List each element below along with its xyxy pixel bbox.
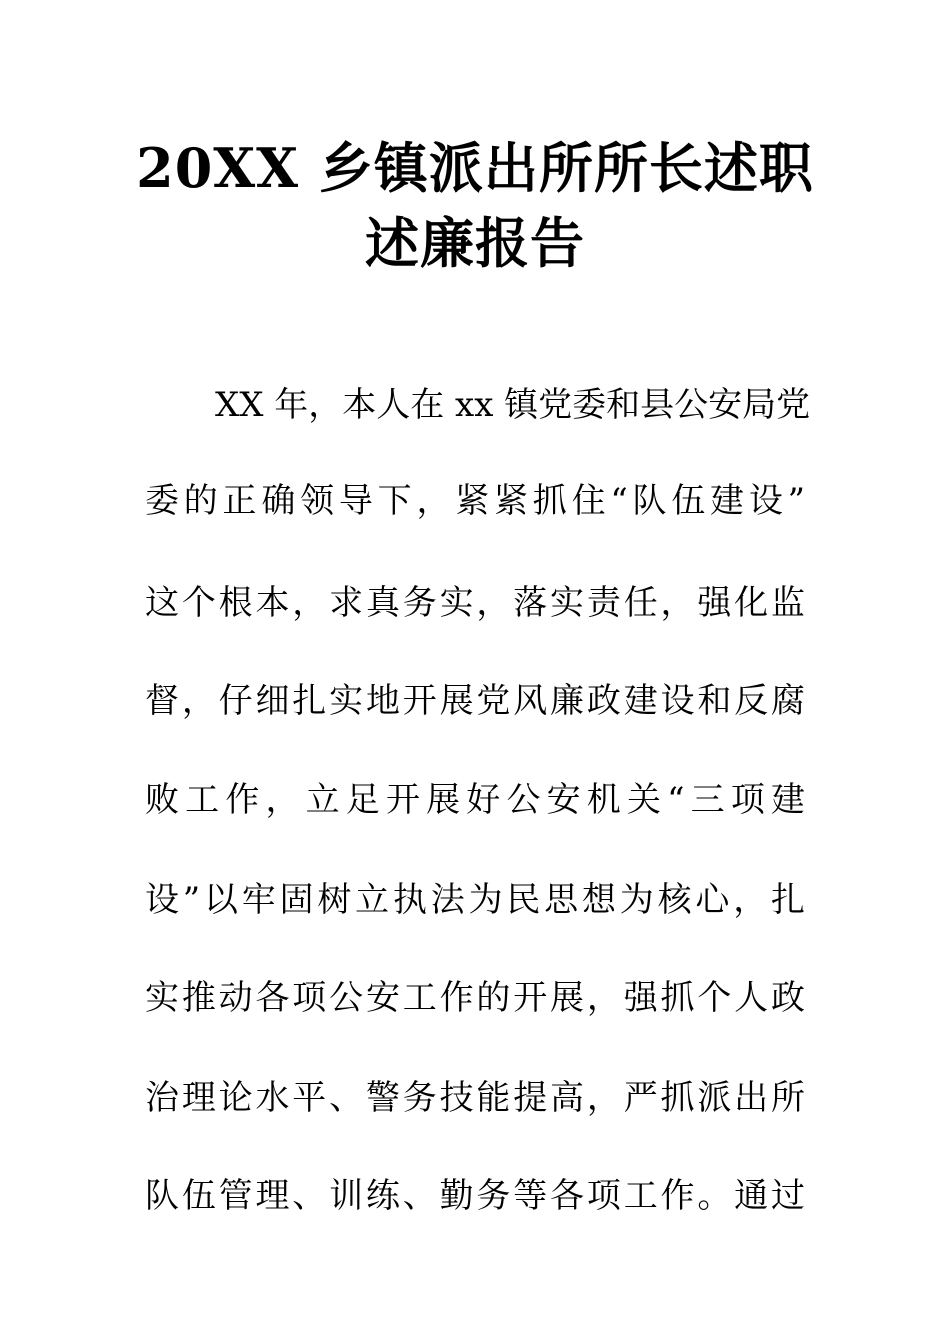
paragraph-line-3: 这个根本，求真务实，落实责任，强化监 xyxy=(145,583,805,623)
paragraph-line-4: 督，仔细扎实地开展党风廉政建设和反腐 xyxy=(145,681,805,721)
document-title-line-2: 述廉报告 xyxy=(365,211,585,275)
paragraph-line-2: 委的正确领导下，紧紧抓住“队伍建设” xyxy=(145,481,805,521)
paragraph-line-6: 设”以牢固树立执法为民思想为核心，扎 xyxy=(145,880,805,920)
paragraph-line-7: 实推动各项公安工作的开展，强抓个人政 xyxy=(145,978,805,1018)
paragraph-line-9: 队伍管理、训练、勤务等各项工作。通过 xyxy=(145,1176,805,1216)
paragraph-line-1: XX 年，本人在 xx 镇党委和县公安局党 xyxy=(215,385,811,425)
paragraph-line-8: 治理论水平、警务技能提高，严抓派出所 xyxy=(145,1078,805,1118)
paragraph-line-5: 败工作，立足开展好公安机关“三项建 xyxy=(145,780,805,820)
document-title-line-1: 20XX 乡镇派出所所长述职 xyxy=(136,136,814,200)
